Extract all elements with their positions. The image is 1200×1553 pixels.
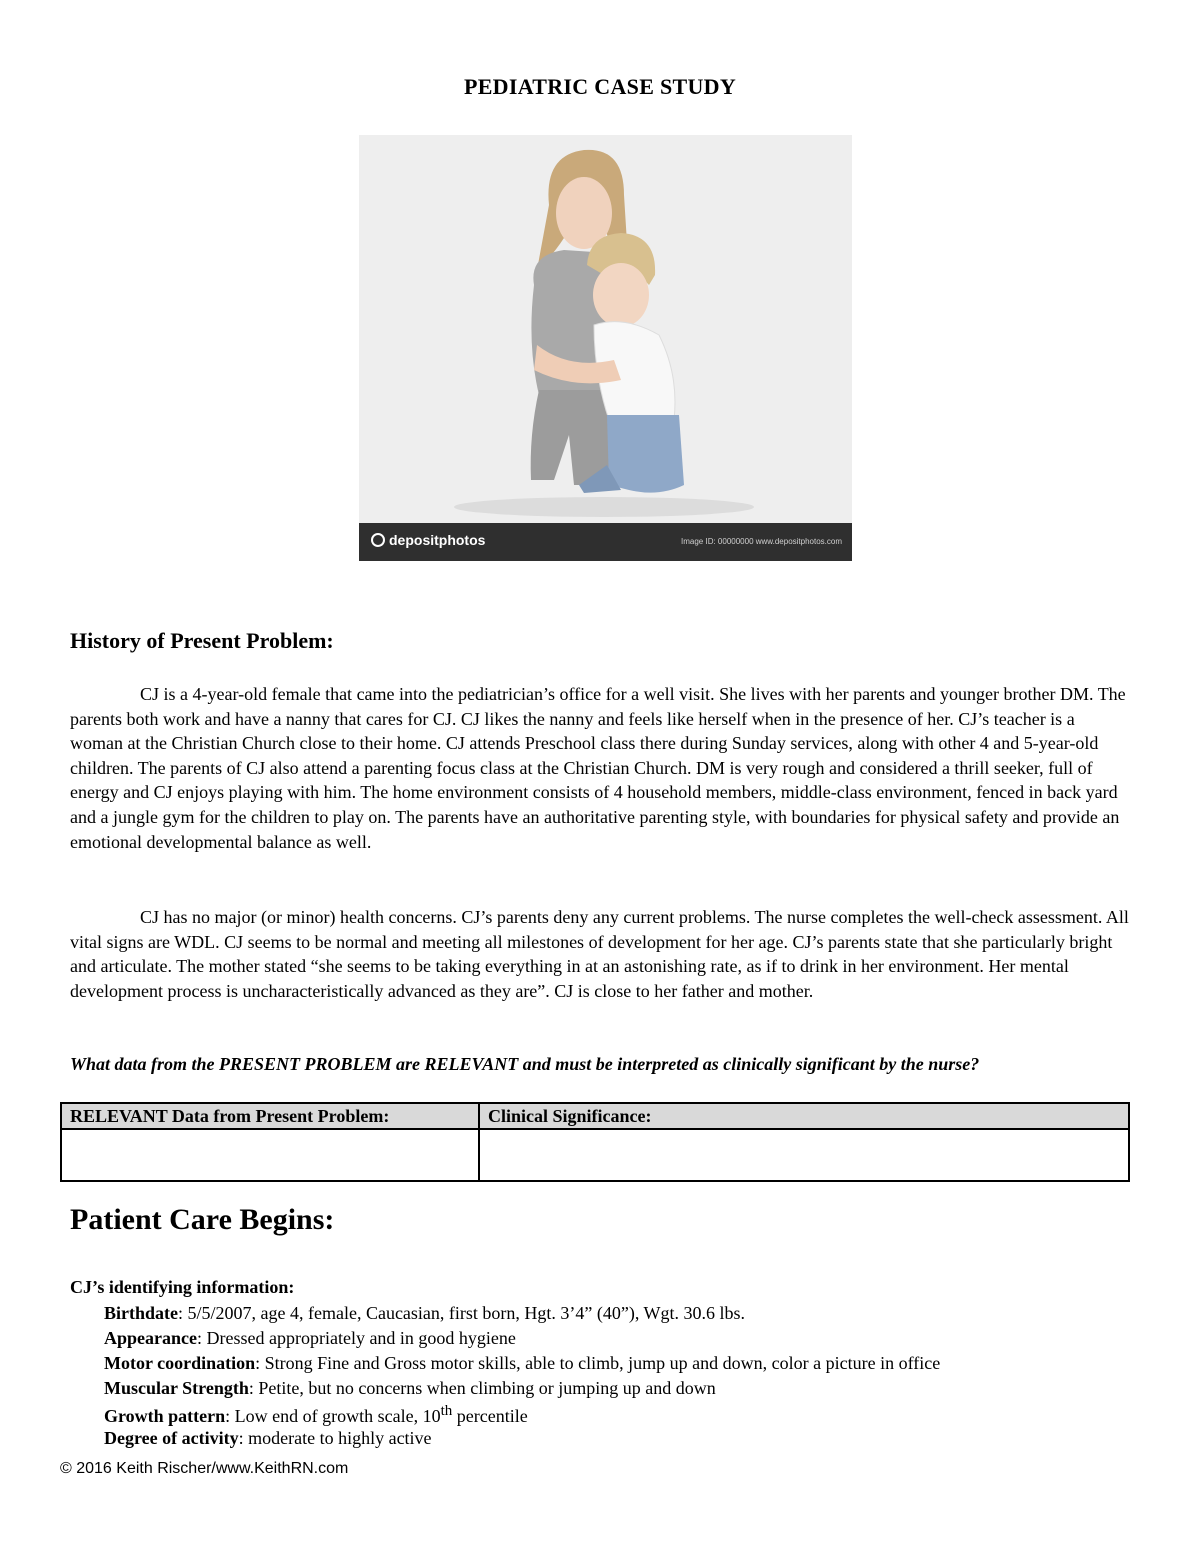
table-header-clinical-significance: Clinical Significance: [479,1103,1129,1129]
degree-of-activity-line [104,1428,432,1449]
motor-coordination-value: : Strong Fine and Gross motor skills, able to climb, jump up and down, color a picture in office [255,1353,941,1373]
clinical-significance-cell[interactable] [479,1129,1129,1181]
children-photo [359,135,852,561]
page-title: PEDIATRIC CASE STUDY [463,74,737,99]
relevant-data-question: What data from the PRESENT PROBLEM are RELEVANT and must be interpreted as clinically significant by the nurse? [70,1054,980,1074]
table-header-relevant-data: RELEVANT Data from Present Problem: [61,1103,479,1129]
history-heading: History of Present Problem: [70,628,334,653]
watermark-brand: depositphotos [389,532,486,548]
muscular-strength-value: : Petite, but no concerns when climbing or jumping up and down [248,1378,716,1398]
history-paragraph-2: CJ has no major (or minor) health concerns. CJ’s parents deny any current problems. The nurse completes the well-check assessment. All vital signs are WDL. CJ seems to be normal and meeting all milestones of development for her age. CJ’s parents state that she particularly bright and articulate. The mother stated “she seems to be taking everything in at an astonishing rate, as if to drink in her environment. Her mental development process is uncharacteristically advanced as they are”. CJ is close to her father and mother. [70,907,1129,1001]
watermark-logo [371,532,485,548]
appearance-value: : Dressed appropriately and in good hygiene [197,1328,516,1348]
birthdate-value: : 5/5/2007, age 4, female, Caucasian, first born, Hgt. 3’4” (40”), Wgt. 30.6 lbs. [178,1303,746,1323]
history-paragraph-1: CJ is a 4-year-old female that came into the pediatrician’s office for a well visit. She lives with her parents and younger brother DM. The parents both work and have a nanny that cares for CJ. CJ likes the nanny and feels like herself when in the presence of her. CJ’s teacher is a woman at the Christian Church close to their home. CJ attends Preschool class there during Sunday services, along with other 4 and 5-year-old children. The parents of CJ also attend a parenting focus class at the Christian Church. DM is very rough and considered a thrill seeker, full of energy and CJ enjoys playing with him. The home environment consists of 4 household members, middle-class environment, fenced in back yard and a jungle gym for the children to play on. The parents have an authoritative parenting style, with boundaries for physical safety and provide an emotional developmental balance as well. [70,684,1126,852]
copyright-footer: © 2016 Keith Rischer/www.KeithRN.com [60,1460,349,1477]
growth-pattern-value-after: percentile [452,1406,528,1426]
growth-pattern-label: Growth pattern [104,1406,226,1426]
table-row [61,1129,1129,1181]
growth-pattern-value: : Low end of growth scale, 10 [225,1406,441,1426]
identifying-info-title: CJ’s identifying information: [70,1277,295,1297]
appearance-label: Appearance [104,1328,197,1348]
relevant-data-table [60,1102,1130,1182]
motor-coordination-line [104,1353,940,1374]
degree-of-activity-value: : moderate to highly active [238,1428,432,1448]
motor-coordination-label: Motor coordination [104,1353,256,1373]
birthdate-label: Birthdate [104,1303,178,1323]
muscular-strength-line [104,1378,716,1399]
degree-of-activity-label: Degree of activity [104,1428,239,1448]
birthdate-line [104,1303,745,1324]
depositphotos-logo-icon [371,533,385,547]
children-illustration [359,135,852,523]
relevant-data-cell[interactable] [61,1129,479,1181]
patient-care-heading: Patient Care Begins: [70,1203,335,1236]
appearance-line [104,1328,516,1349]
growth-pattern-superscript: th [440,1403,453,1419]
watermark-text: Image ID: 00000000 www.depositphotos.com [681,537,842,546]
muscular-strength-label: Muscular Strength [104,1378,249,1398]
watermark-bar [359,523,852,561]
growth-pattern-line [104,1403,528,1427]
